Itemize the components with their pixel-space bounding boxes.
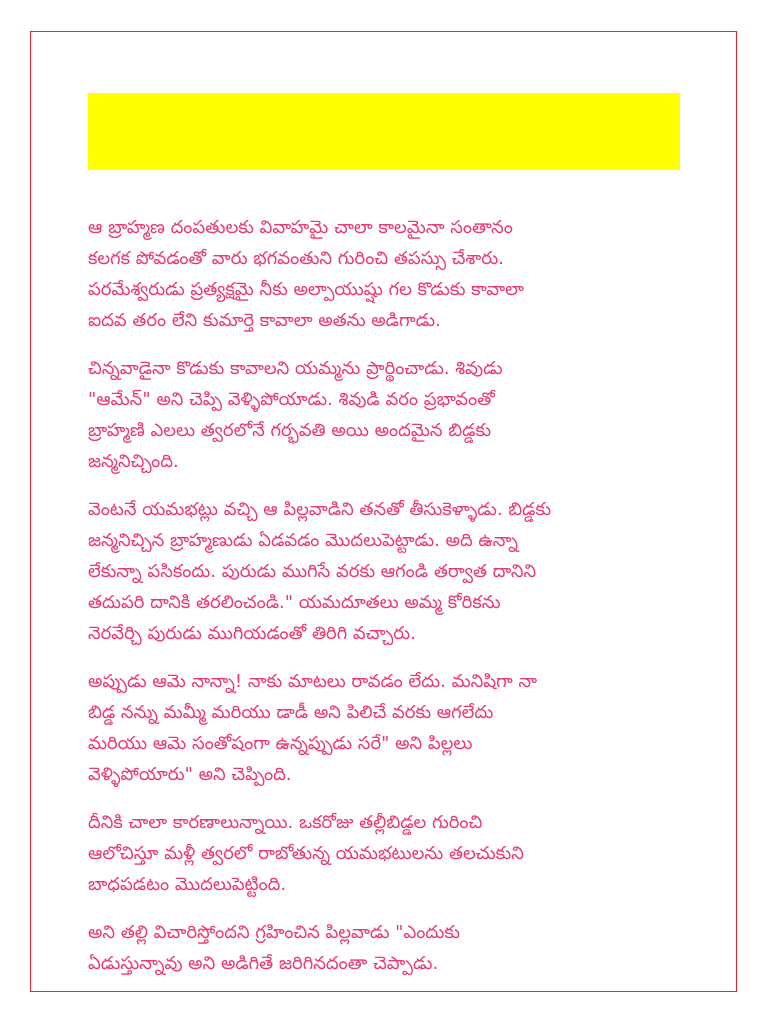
- story-body: [88, 212, 688, 996]
- paragraph-2: చిన్నవాడైనా కొడుకు కావాలని యమ్మను ప్రార్థించాడు. శివుడు "ఆమేన్" అని చెప్పి వెళ్ళిపోయాడు. శివుడి వరం ప్రభావంతో బ్రాహ్మణి ఎలలు త్వరలోనే గర్భవతి అయి అందమైన బిడ్డకు జన్మనిచ్చింది.: [88, 358, 503, 472]
- title-highlight-band: [88, 93, 680, 170]
- paragraph-3: వెంటనే యమభట్లు వచ్చి ఆ పిల్లవాడిని తనతో తీసుకెళ్ళాడు. బిడ్డకు జన్మనిచ్చిన బ్రాహ్మణుడు ఏడవడం మొదలుపెట్టాడు. అది ఉన్నా లేకున్నా పసికందు. పురుడు ముగిసే వరకు ఆగండి తర్వాత దానిని తదుపరి దానికి తరలించండి." యమదూతలు అమ్మ కోరికను నెరవేర్చి పురుడు ముగియడంతో తిరిగి వచ్చారు.: [88, 499, 552, 644]
- paragraph-4: అప్పుడు ఆమె నాన్నా! నాకు మాటలు రావడం లేదు. మనిషిగా నా బిడ్డ నన్ను మమ్మీ మరియు డాడీ అని పిలిచే వరకు ఆగలేదు మరియు ఆమె సంతోషంగా ఉన్నప్పుడు సరే" అని పిల్లలు వెళ్ళిపోయారు" అని చెప్పింది.: [88, 671, 538, 785]
- paragraph-5: దీనికి చాలా కారణాలున్నాయి. ఒకరోజు తల్లీబిడ్డల గురించి ఆలోచిస్తూ మళ్లీ త్వరలో రాబోతున్న యమభటులను తలచుకుని బాధపడటం మొదలుపెట్టింది.: [88, 812, 524, 895]
- paragraph-1: ఆ బ్రాహ్మణ దంపతులకు వివాహమై చాలా కాలమైనా సంతానం కలగక పోవడంతో వారు భగవంతుని గురించి తపస్సు చేశారు. పరమేశ్వరుడు ప్రత్యక్షమై నీకు అల్పాయుష్షు గల కొడుకు కావాలా ఐదవ తరం లేని కుమార్తె కావాలా అతను అడిగాడు.: [88, 217, 524, 331]
- paragraph-6: అని తల్లి విచారిస్తోందని గ్రహించిన పిల్లవాడు "ఎందుకు ఏడుస్తున్నావు అని అడిగితే జరిగినదంతా చెప్పాడు.: [88, 922, 460, 974]
